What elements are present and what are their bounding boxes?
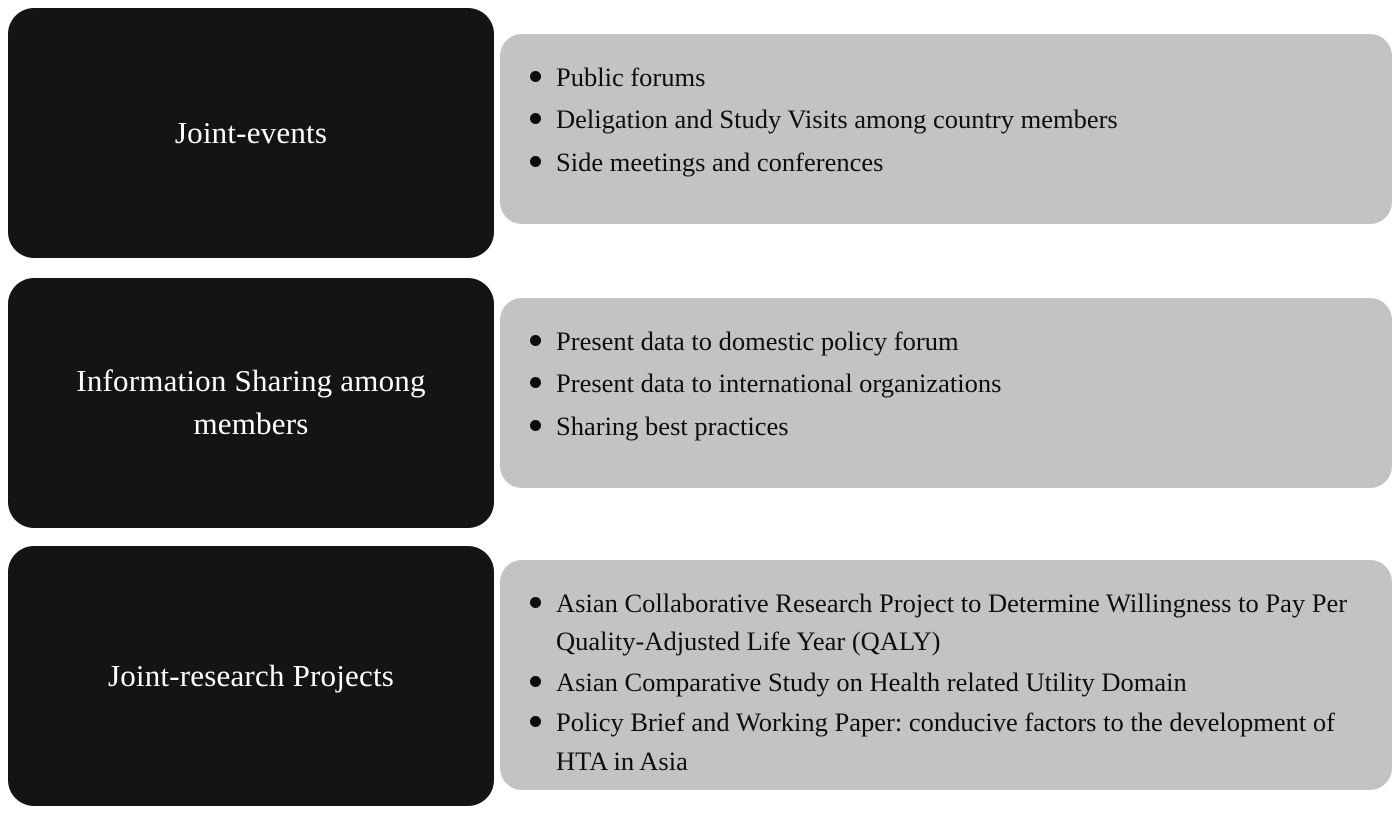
list-item-text: Side meetings and conferences [556,146,884,177]
bullet-dot-icon [530,420,541,431]
list-item [526,58,1366,96]
list-item [526,584,1366,661]
list-item [526,322,1366,360]
list-item-text: Public forums [556,62,706,92]
diagram-row [0,546,1400,806]
category-content-box [500,298,1392,488]
list-item [526,100,1366,138]
list-item-text: Deligation and Study Visits among country members [556,104,1118,135]
bullet-list [526,322,1366,445]
bullet-dot-icon [530,71,541,82]
list-item [526,663,1366,701]
bullet-dot-icon [530,377,541,388]
list-item-text: Asian Collaborative Research Project to Determine Willingness to Pay Per Quality-Adjusted Life Year (QALY) [556,588,1348,657]
diagram-row [0,278,1400,528]
category-label: Joint-events [174,114,328,150]
category-content-box [500,560,1392,790]
list-item-text: Sharing best practices [556,410,789,441]
category-label-box [8,8,494,258]
bullet-dot-icon [530,156,541,167]
category-label: Information Sharing among members [76,363,426,441]
bullet-dot-icon [530,335,541,346]
bullet-dot-icon [530,716,541,727]
bullet-dot-icon [530,597,541,608]
list-item-text: Present data to international organizations [556,368,1002,399]
diagram-row [0,8,1400,258]
category-label: Joint-research Projects [107,657,395,693]
bullet-list [526,58,1366,181]
list-item-text: Asian Comparative Study on Health related Utility Domain [556,666,1187,697]
bullet-list [526,584,1366,780]
category-label-box [8,278,494,528]
category-label-box [8,546,494,806]
category-content-box [500,34,1392,224]
list-item-text: Present data to domestic policy forum [556,326,959,356]
list-item [526,703,1366,780]
list-item-text: Policy Brief and Working Paper: conducive factors to the development of HTA in Asia [556,707,1335,776]
list-item [526,407,1366,445]
list-item [526,143,1366,181]
list-item [526,364,1366,402]
bullet-dot-icon [530,676,541,687]
bullet-dot-icon [530,113,541,124]
